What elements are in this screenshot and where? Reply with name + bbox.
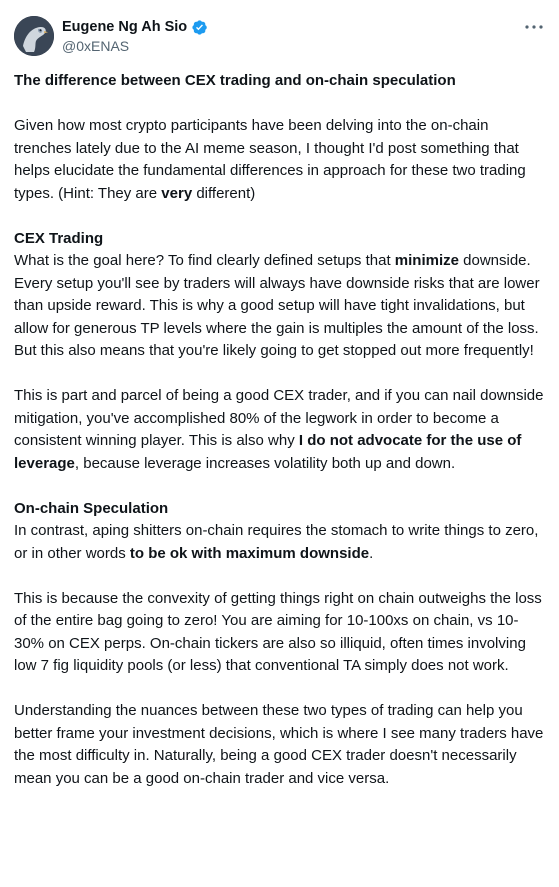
cex-p2-text-b: , because leverage increases volatility both up and down. <box>74 454 456 472</box>
cex-p2-text-a: This is part and parcel of being a good CEX trader, and if you can nail downside mitigation, you've accomplished 80% of the legwork in order to become a consistent winning player. This is also why <box>14 387 544 449</box>
more-options-icon[interactable] <box>523 18 545 36</box>
cex-section <box>14 228 545 363</box>
onchain-p1-bold: to be ok with maximum downside <box>129 544 370 562</box>
cex-paragraph-2 <box>14 385 545 475</box>
verified-badge-icon <box>191 19 208 36</box>
intro-text-2: different) <box>192 184 256 202</box>
tweet-header <box>0 14 559 60</box>
tweet-body <box>0 70 559 790</box>
tweet-title <box>14 70 545 93</box>
author-handle[interactable]: @0xENAS <box>62 38 130 54</box>
intro-bold: very <box>161 184 193 202</box>
cex-p1-text-a: What is the goal here? To find clearly defined setups that <box>14 252 395 269</box>
avatar-image <box>14 16 54 56</box>
onchain-section <box>14 498 545 566</box>
avatar[interactable] <box>14 16 54 56</box>
onchain-p1-text-a: In contrast, aping shitters on-chain requires the stomach to write things to zero, or in other words <box>14 522 539 562</box>
display-name-text[interactable]: Eugene Ng Ah Sio <box>62 19 188 35</box>
onchain-paragraph-2: This is because the convexity of getting things right on chain outweighs the loss of the entire bag going to zero! You are aiming for 10-100xs on chain, vs 10-30% on CEX perps. On-chain tickers are also so illiquid, often times involving low 7 fig liquidity pools (or less) that conventional TA simply does not work. <box>14 589 542 674</box>
intro-text-1: Given how most crypto participants have been delving into the on-chain trenches lately due to the AI meme season, I thought I'd post something that helps elucidate the fundamental differences in approach for these two trading types. (Hint: They are <box>14 117 526 202</box>
display-name[interactable] <box>62 18 208 36</box>
intro-paragraph <box>14 115 545 205</box>
tweet-title-text: The difference between CEX trading and on-chain speculation <box>14 72 456 89</box>
cex-heading: CEX Trading <box>14 229 104 247</box>
onchain-p1-text-b: . <box>369 544 374 562</box>
onchain-heading: On-chain Speculation <box>14 499 169 517</box>
cex-p1-bold: minimize <box>394 252 459 269</box>
cex-p2-bold: I do not advocate for the use of leverage <box>14 432 522 472</box>
closing-paragraph: Understanding the nuances between these two types of trading can help you better frame your investment decisions, which is where I see many traders have the most difficulty in. Naturally, being a good CEX trader doesn't necessarily mean you can be a good on-chain trader and vice versa. <box>14 702 544 787</box>
author-names <box>62 18 208 55</box>
cex-p1-text-b: downside. Every setup you'll see by traders will always have downside risks that are lower than upside reward. This is why a good setup will have tight invalidations, but allow for generous TP levels where the gain is multiples the amount of the loss. But this also means that you're likely going to get stopped out more frequently! <box>14 252 540 359</box>
